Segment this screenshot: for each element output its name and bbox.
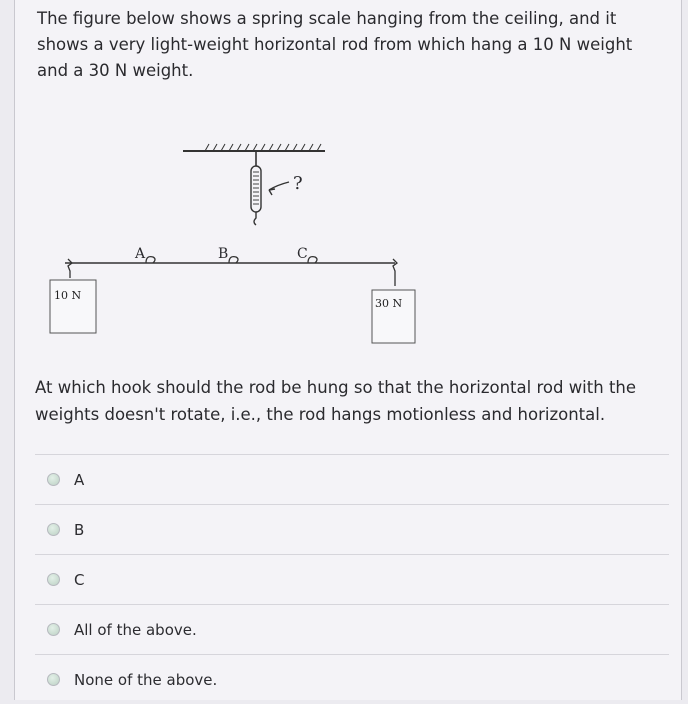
option-a[interactable] [35, 454, 669, 504]
option-label: All of the above. [74, 620, 197, 639]
option-all-of-the-above[interactable] [35, 604, 669, 654]
hook-c-label: C [297, 246, 308, 262]
hook-c [308, 257, 317, 263]
scale-reading-label: ? [293, 173, 303, 194]
option-b[interactable] [35, 504, 669, 554]
option-label: B [74, 520, 85, 539]
option-label: C [74, 570, 85, 589]
hook-b [229, 257, 238, 263]
left-weight-box [50, 280, 96, 333]
question-text: The figure below shows a spring scale hanging from the ceiling, and it shows a very light-weight horizontal rod from which hang a 10 N weight and a 30 N weight. [37, 9, 633, 80]
radio-button[interactable] [47, 623, 60, 636]
question-card [14, 0, 682, 700]
answer-options [35, 454, 669, 704]
radio-button[interactable] [47, 473, 60, 486]
radio-button[interactable] [47, 573, 60, 586]
option-label: None of the above. [74, 670, 218, 689]
prompt-text: At which hook should the rod be hung so that the horizontal rod with the weights doesn't rotate, i.e., the rod hangs motionless and horizontal. [35, 378, 637, 424]
option-label: A [74, 470, 85, 489]
right-weight-label: 30 N [375, 297, 403, 310]
radio-button[interactable] [47, 523, 60, 536]
hook-a-label: A [135, 246, 146, 262]
left-hanger [68, 259, 72, 278]
left-weight-label: 10 N [54, 289, 82, 302]
option-c[interactable] [35, 554, 669, 604]
spring-scale [251, 151, 289, 225]
hook-a [146, 257, 155, 263]
ceiling [183, 144, 325, 151]
hook-b-label: B [218, 246, 229, 262]
radio-button[interactable] [47, 673, 60, 686]
spring-scale-figure [15, 130, 681, 370]
option-none-of-the-above[interactable] [35, 654, 669, 704]
